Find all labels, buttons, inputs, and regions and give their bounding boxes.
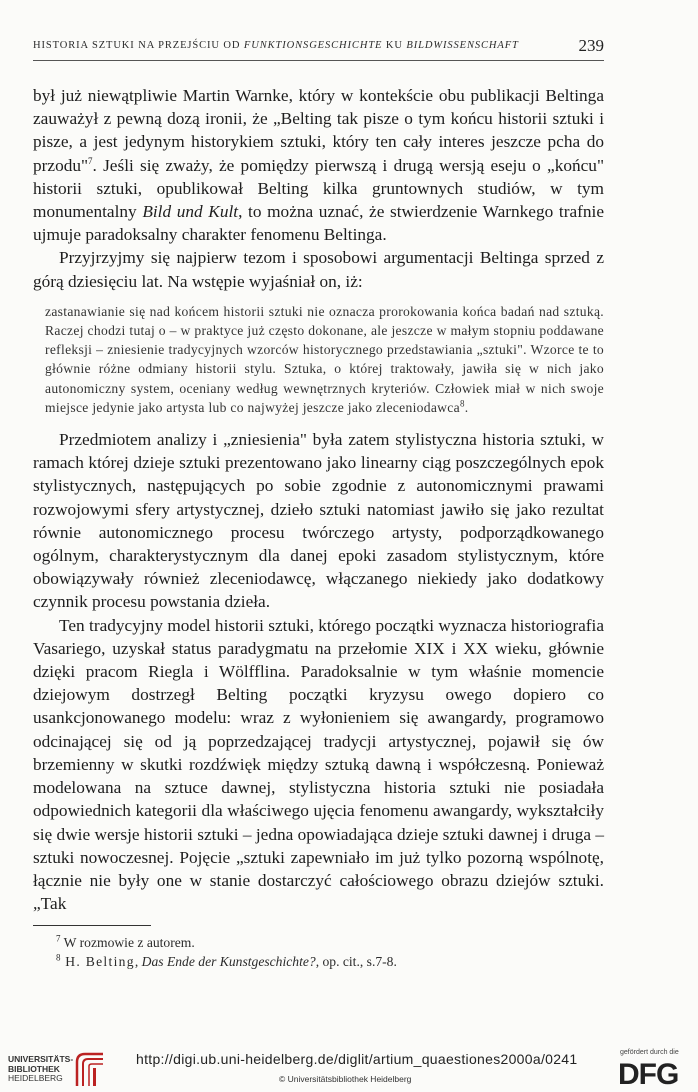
book-title-bild-und-kult: Bild und Kult — [142, 202, 239, 222]
paragraph-4: Ten tradycyjny model historii sztuki, którego początki wyznacza historiografia Vasariego, uzyskał status paradygmatu na przełomie XIX i XX wieku, głównie dzięki pracom Riegla i Wölfflina. Paradoksalnie w tym właśnie momencie dziejowym dostrzegł Belting początki kryzysu owego dopiero co usankcjonowanego modelu: wraz z wyłonieniem się awangardy, programowo odcinającej się od ją poprzedzającej tradycji artystycznej, pojawił się ów brzemienny w skutki rozdźwięk między sztuką dawną i współczesną. Ponieważ modelowana na sztuce dawnej, stylistyczna historia sztuki nie posiadała odpowiednich kategorii dla właściwego ujęcia fenomenu awangardy, wykształciły się dwie wersje historii sztuki – jedna opowiadająca dzieje sztuki dawnej i druga – sztuki nowoczesnej. Pojęcie „sztuki zapewniało im już tylko pozorną wspólnotę, łącznie nie były one w stanie dostarczyć całościowego obrazu dziejów sztuki. „Tak — [33, 615, 604, 914]
running-head — [33, 40, 602, 51]
paragraph-1-text-c: , to można uznać, że stwierdzenie Warnkego trafnie ujmuje paradoksalny charakter fenomenu Beltinga. — [33, 202, 604, 245]
paragraph-1 — [33, 84, 604, 246]
dfg-logo: DFG — [618, 1058, 679, 1091]
page-number: 239 — [578, 36, 604, 55]
main-text — [33, 84, 604, 915]
ub-logo-line-1: UNIVERSITÄTS- — [8, 1054, 74, 1064]
running-head-part-c: KU — [382, 40, 407, 51]
footnote-ref-8[interactable]: 8 — [459, 398, 465, 409]
footnote-8-author: H. Belting — [60, 954, 135, 969]
running-head-part-a: HISTORIA SZTUKI NA PRZEJŚCIU OD — [33, 40, 244, 51]
copyright-notice — [279, 1074, 411, 1084]
block-quote — [45, 302, 604, 417]
header-divider — [33, 60, 604, 61]
running-head-part-d: BILDWISSENSCHAFT — [406, 40, 519, 51]
paragraph-3: Przedmiotem analizy i „zniesienia" była zatem stylistyczna historia sztuki, w ramach której dzieje sztuki prezentowano jako linearny ciąg poszczególnych epok stylistycznych, następujących po sobie zgodnie z autonomicznymi prawami rozwojowymi sfery artystycznej, dzieło sztuki natomiast jawiło się jako rezultat równie autonomicznego procesu twórczego artysty, podporządkowanego ogólnym, charakterystycznym dla danej epoki zasadom stylistycznym, które obowiązywały również zleceniodawcę, włączanego niekiedy jako dodatkowy czynnik procesu powstania dzieła. — [33, 430, 604, 612]
paragraph-1-text: był już niewątpliwie Martin Warnke, który w kontekście obu publikacji Beltinga zauważył z pewną dozą ironii, że „Belting tak pisze o tym końcu historii sztuki i pisze, a jest jedynym historykiem sztuki, który ten cały interes jeszcze pcha do przodu" — [33, 86, 604, 175]
block-quote-end: . — [464, 399, 469, 415]
footnote-8-rest: , op. cit., s.7-8. — [315, 954, 397, 969]
ub-logo-line-2: BIBLIOTHEK — [8, 1063, 60, 1074]
paragraph-1-text-b: . Jeśli się zważy, że pomiędzy pierwszą i drugą wersją eseju o „końcu" historii sztuki, opublikował Belting kilka gruntownych studiów, w tym monumentalny — [33, 155, 604, 222]
digitization-footer — [0, 1046, 698, 1092]
copyright-text: © Universitätsbibliothek Heidelberg — [279, 1074, 412, 1084]
paragraph-2: Przyjrzyjmy się najpierw tezom i sposobowi argumentacji Beltinga sprzed z górą dziesięciu lat. Na wstępie wyjaśniał on, iż: — [33, 248, 604, 291]
footnote-divider — [33, 925, 151, 926]
footnote-8-title: Das Ende der Kunstgeschichte? — [141, 954, 316, 969]
source-url-link[interactable]: http://digi.ub.uni-heidelberg.de/diglit/artium_quaestiones2000a/0241 — [136, 1051, 578, 1067]
footnotes — [56, 933, 596, 971]
footnote-8-sep: , — [134, 954, 142, 969]
university-library-logo-text — [8, 1055, 73, 1084]
footnote-ref-7[interactable]: 7 — [88, 155, 93, 166]
footnote-7-number: 7 — [56, 933, 61, 944]
dfg-caption: gefördert durch die — [620, 1049, 679, 1056]
running-head-part-b: FUNKTIONSGESCHICHTE — [243, 40, 383, 51]
block-quote-text: zastanawianie się nad końcem historii sztuki nie oznacza prorokowania końca badań nad sztuką. Raczej chodzi tutaj o – w praktyce już często dokonane, ale jeszcze w małym stopniu poddawane refleksji – zniesienie tradycyjnych wzorców historycznego przedstawiania „sztuki". Wzorce te to głównie różne odmiany historii stylu. Sztuka, o której traktowały, jawiła się w nich jako autonomiczny system, oceniany według wewnętrznych kryteriów. Człowiek miał w nich swoje miejsce jedynie jako artysta lub co najwyżej jeszcze jako zleceniodawca — [45, 303, 604, 415]
footnote-7 — [56, 933, 596, 952]
footnote-8-number: 8 — [56, 952, 61, 963]
ub-logo-line-3: HEIDELBERG — [8, 1073, 63, 1084]
university-library-logo-icon — [73, 1050, 111, 1090]
footnote-7-text: W rozmowie z autorem. — [60, 935, 195, 950]
footnote-8 — [56, 952, 596, 971]
